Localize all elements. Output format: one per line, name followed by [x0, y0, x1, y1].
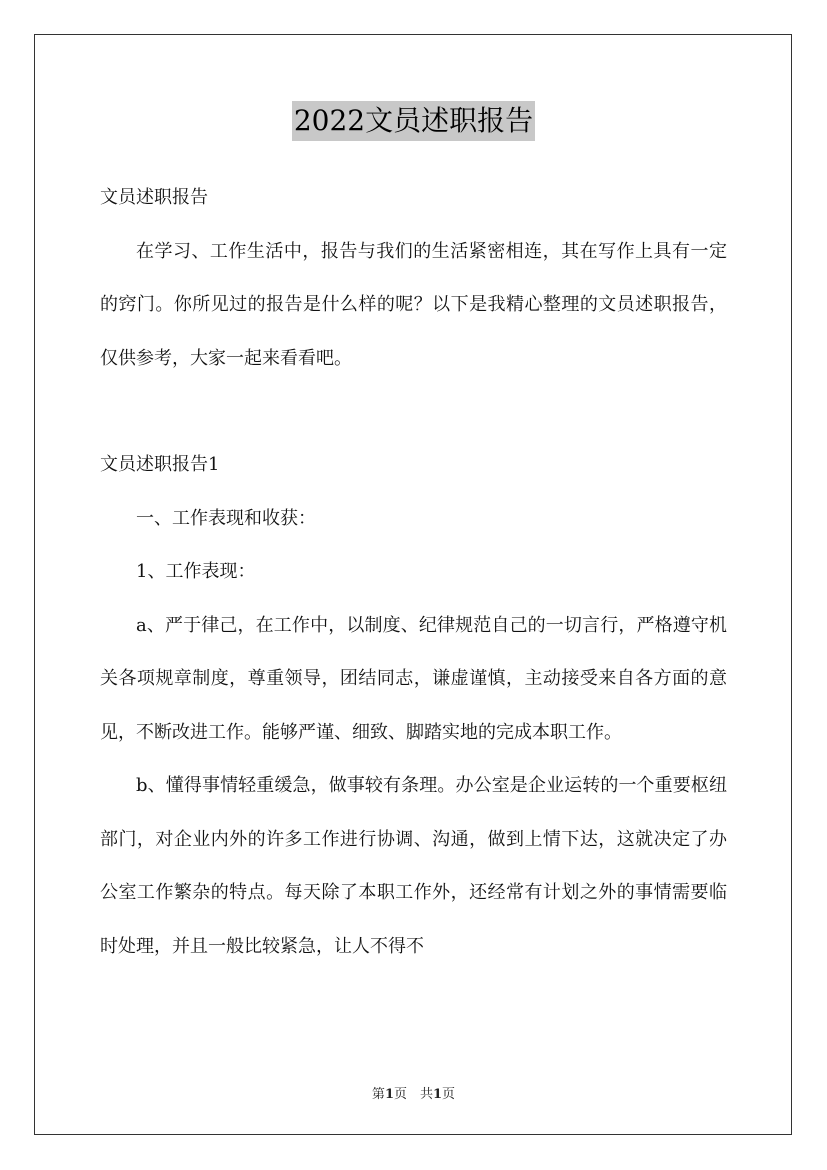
section-heading: 文员述职报告	[100, 187, 208, 208]
footer-prefix: 第	[371, 1087, 385, 1102]
report-heading: 文员述职报告1	[100, 454, 220, 475]
footer-suffix: 页	[442, 1087, 456, 1102]
page-total: 1	[433, 1087, 443, 1102]
blank-line	[100, 385, 727, 438]
intro-paragraph: 在学习、工作生活中，报告与我们的生活紧密相连，其在写作上具有一定的窍门。你所见过的报告是什么样的呢？以下是我精心整理的文员述职报告，仅供参考，大家一起来看看吧。	[100, 240, 727, 369]
document-body	[100, 171, 727, 973]
subheading: 一、工作表现和收获：	[136, 507, 316, 529]
subheading: 1、工作表现：	[136, 561, 256, 582]
body-paragraph: a、严于律己，在工作中，以制度、纪律规范自己的一切言行，严格遵守机关各项规章制度，尊重领导，团结同志，谦虚谨慎，主动接受来自各方面的意见，不断改进工作。能够严谨、细致、脚踏实地的完成本职工作。	[100, 614, 727, 743]
document-title: 2022文员述职报告	[292, 101, 535, 141]
body-paragraph: b、懂得事情轻重缓急，做事较有条理。办公室是企业运转的一个重要枢纽部门，对企业内外的许多工作进行协调、沟通，做到上情下达，这就决定了办公室工作繁杂的特点。每天除了本职工作外，还经常有计划之外的事情需要临时处理，并且一般比较紧急，让人不得不	[100, 775, 727, 957]
page-number: 1	[384, 1087, 394, 1102]
page-footer	[0, 1083, 827, 1102]
footer-mid: 页 共	[393, 1087, 433, 1102]
title-container	[0, 101, 827, 141]
